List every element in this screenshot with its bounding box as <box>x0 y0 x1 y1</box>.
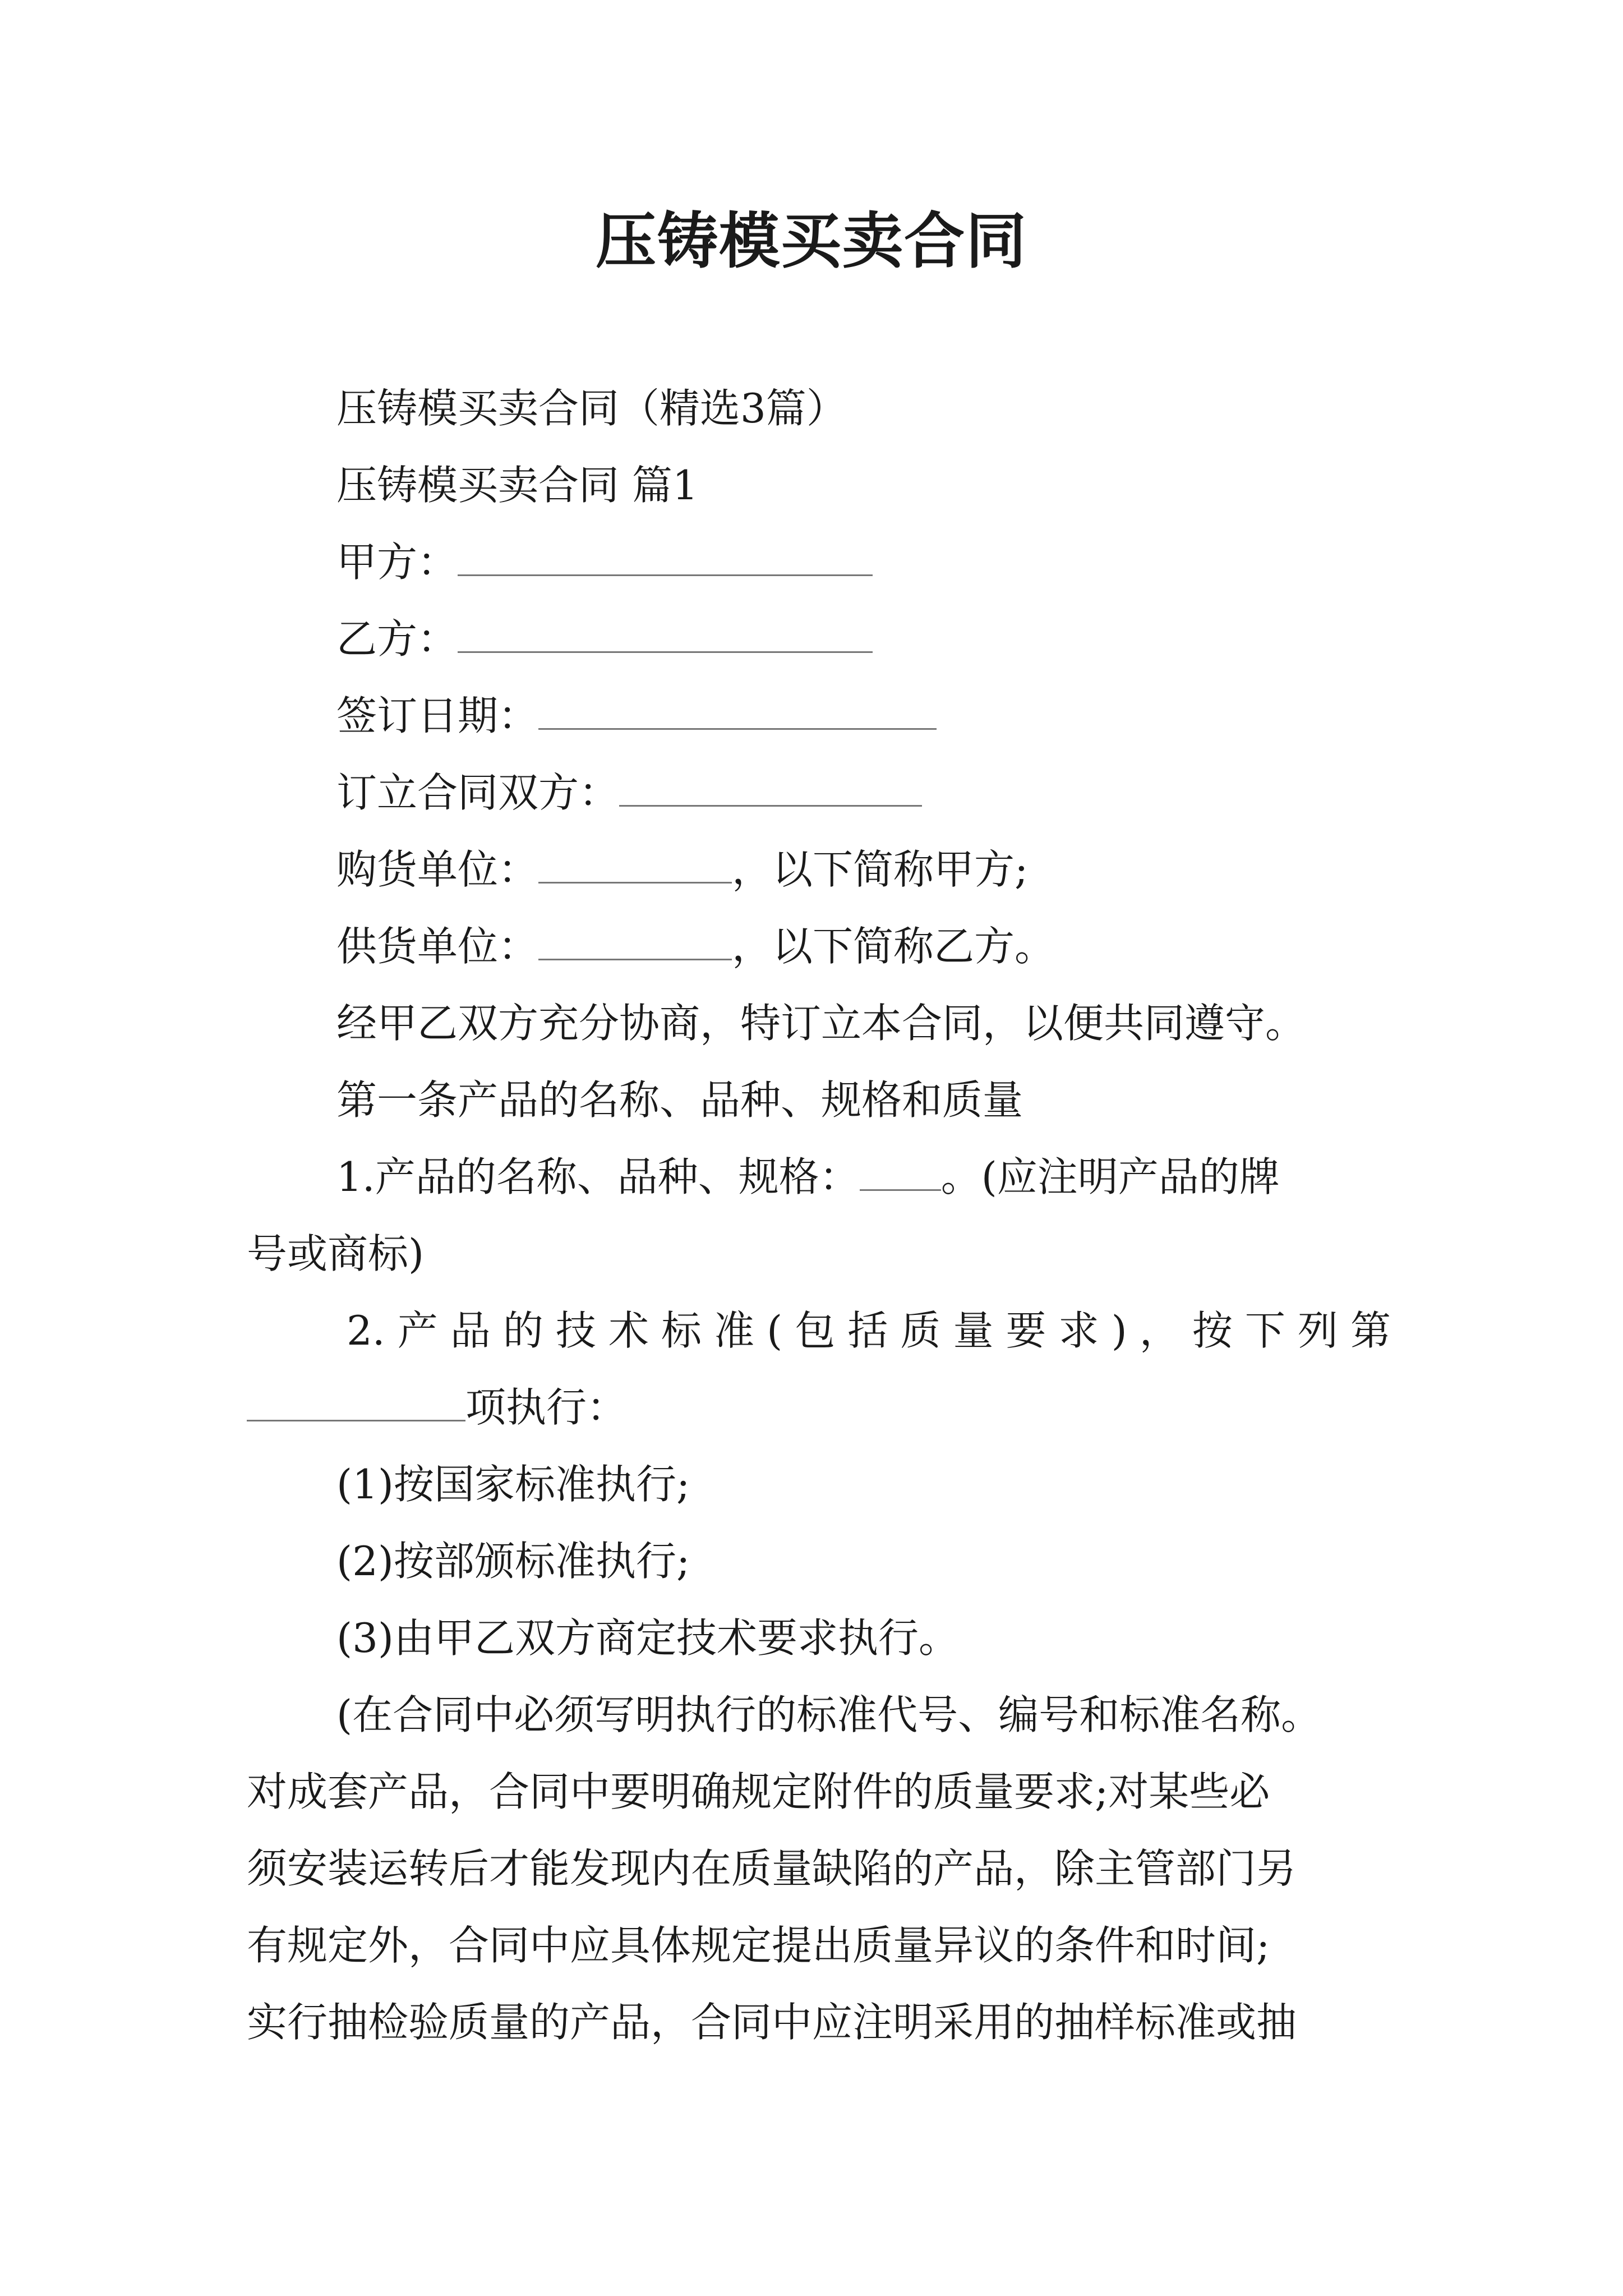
sign-date-label: 签订日期： <box>336 692 539 739</box>
party-b-line <box>247 601 1391 678</box>
item-one-continuation: 号或商标) <box>247 1230 425 1277</box>
document-title: 压铸模买卖合同 <box>595 206 1027 277</box>
item-one-text: 1.产品的名称、品种、规格： <box>336 1153 860 1200</box>
parties-label: 订立合同双方： <box>336 769 620 816</box>
item-two-text: 项执行： <box>465 1384 628 1431</box>
buyer-suffix: ，以下简称甲方; <box>732 846 1029 893</box>
paragraph-line: 有规定外，合同中应具体规定提出质量异议的条件和时间; <box>247 1922 1270 1969</box>
paragraph-line: 须安装运转后才能发现内在质量缺陷的产品，除主管部门另 <box>247 1845 1297 1892</box>
seller-label: 供货单位： <box>336 923 539 970</box>
option-three: (3)由甲乙双方商定技术要求执行。 <box>336 1614 959 1662</box>
sign-date-line <box>247 678 1391 754</box>
sign-date-blank <box>538 700 937 730</box>
item-one-note: 。(应注明产品的牌 <box>940 1153 1280 1200</box>
item-two-continuation <box>247 1369 1391 1446</box>
item-one-line <box>247 1139 1391 1216</box>
paragraph-line: 实行抽检验质量的产品，合同中应注明采用的抽样标准或抽 <box>247 1999 1297 2046</box>
party-b-label: 乙方： <box>336 615 458 662</box>
item-one-blank <box>860 1161 941 1191</box>
subtitle-line: 压铸模买卖合同（精选3篇） <box>336 385 847 432</box>
seller-blank <box>538 931 732 960</box>
party-a-blank <box>458 546 873 576</box>
buyer-label: 购货单位： <box>336 846 539 893</box>
party-a-label: 甲方： <box>336 539 458 586</box>
document-body <box>247 370 1391 2061</box>
item-two-blank <box>247 1392 465 1421</box>
item-two-line: 2.产品的技术标准(包括质量要求)，按下列第 <box>347 1307 1391 1354</box>
seller-suffix: ，以下简称乙方。 <box>732 923 1055 970</box>
option-two: (2)按部颁标准执行; <box>336 1538 690 1585</box>
paragraph-line: 对成套产品，合同中要明确规定附件的质量要求;对某些必 <box>247 1768 1270 1815</box>
parties-blank <box>619 777 922 807</box>
parties-line <box>247 754 1391 831</box>
party-a-line <box>247 524 1391 601</box>
agreement-line: 经甲乙双方充分协商，特订立本合同，以便共同遵守。 <box>336 1000 1306 1047</box>
paragraph-line: (在合同中必须写明执行的标准代号、编号和标准名称。 <box>336 1691 1322 1738</box>
buyer-line <box>247 831 1391 908</box>
option-one: (1)按国家标准执行; <box>336 1461 690 1508</box>
article-one-heading: 第一条产品的名称、品种、规格和质量 <box>336 1076 1023 1124</box>
buyer-blank <box>538 854 732 884</box>
party-b-blank <box>458 623 873 653</box>
seller-line <box>247 908 1391 985</box>
section-heading: 压铸模买卖合同 篇1 <box>336 462 698 509</box>
